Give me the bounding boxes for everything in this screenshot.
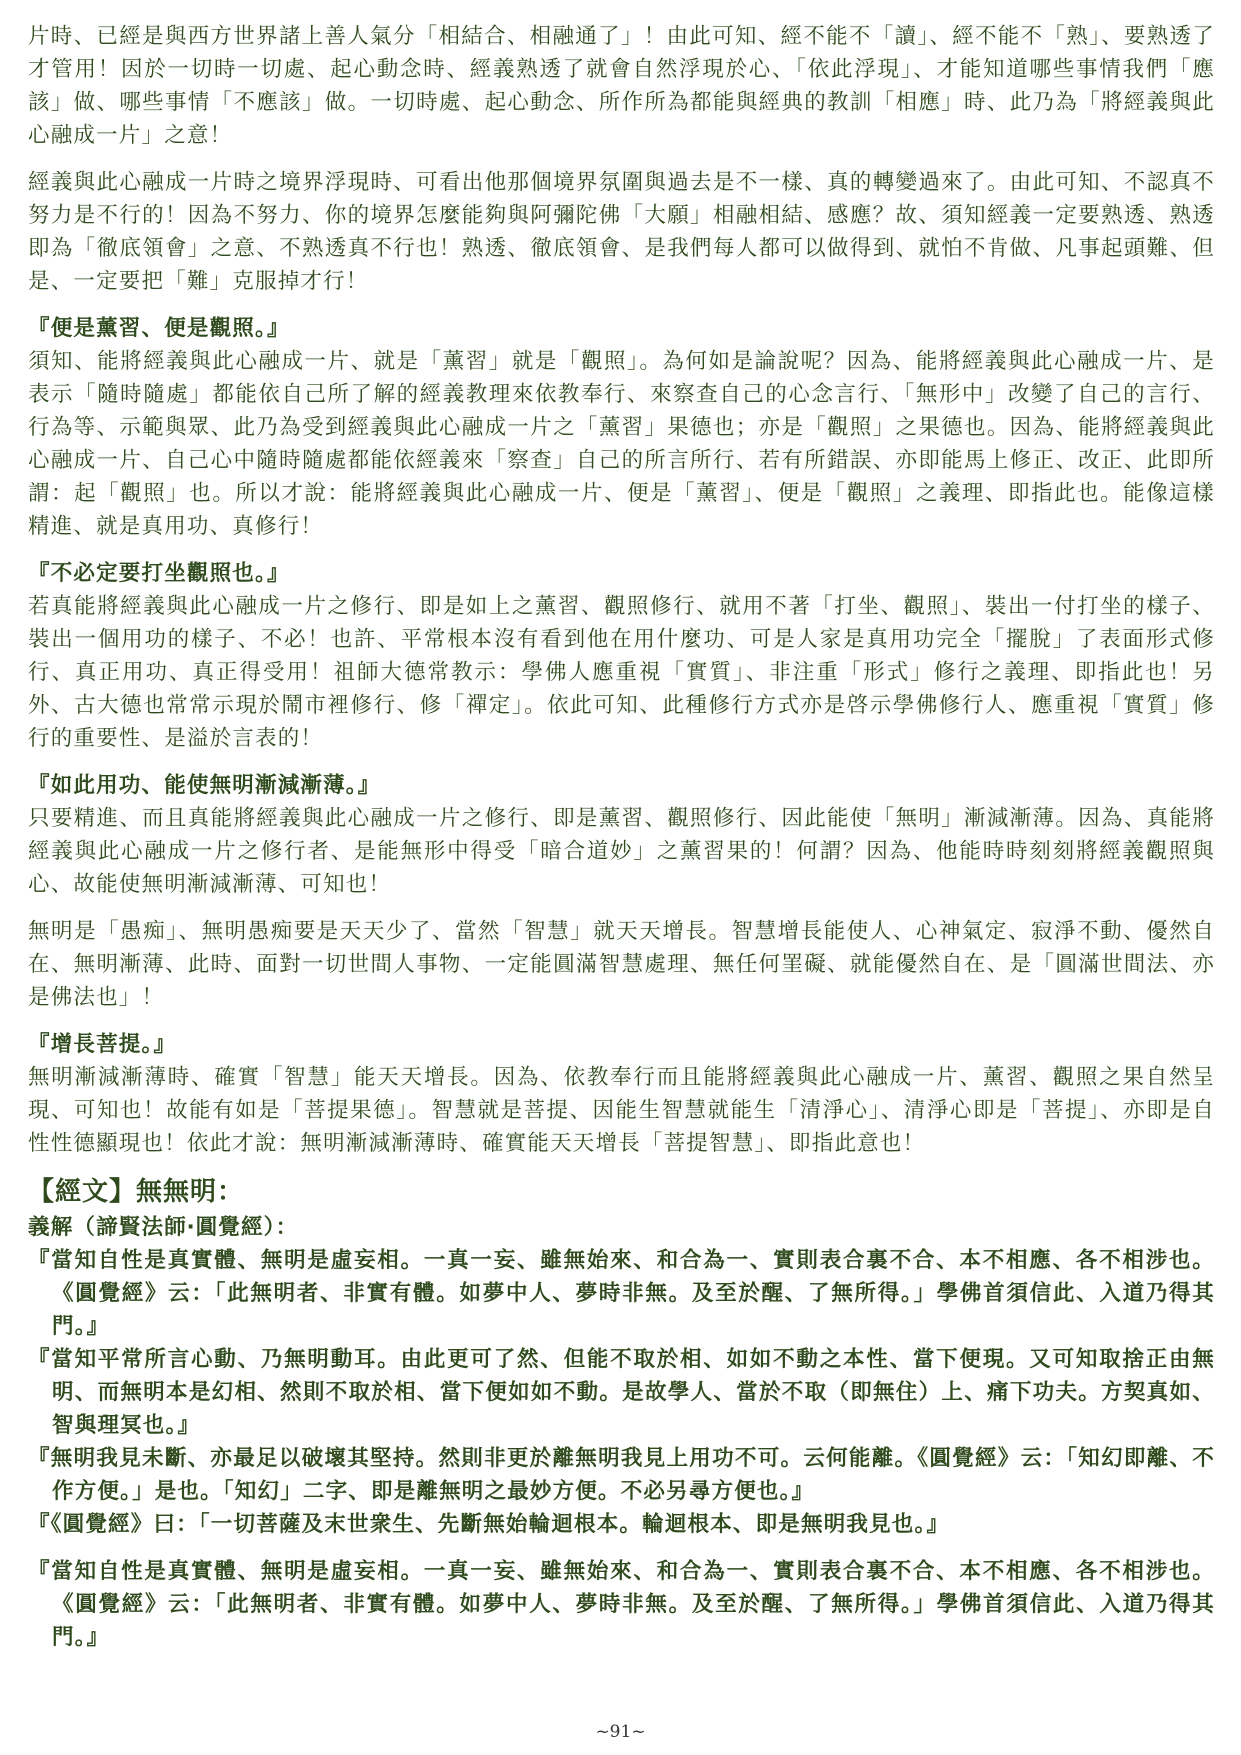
- scripture-quote-5: 『當知自性是真實體、無明是虛妄相。一真一妄、雖無始來、和合為一、實則表合裏不合、本不相應、各不相涉也。《圓覺經》云：「此無明者、非實有體。如夢中人、夢時非無。及至於醒、了無所得。」學佛首須信此、入道乃得其門。』: [28, 1559, 1215, 1650]
- heading-xunxi-guanzhao: 『便是薰習、便是觀照。』: [28, 316, 290, 341]
- scripture-title: 【經文】無無明：: [28, 1177, 245, 1207]
- paragraph-7: 無明漸減漸薄時、確實「智慧」能天天增長。因為、依教奉行而且能將經義與此心融成一片、薰習、觀照之果自然呈現、可知也！故能有如是「菩提果德」。智慧就是菩提、因能生智慧就能生「清淨心」、清淨心即是「菩提」、亦即是自性性德顯現也！依此才說：無明漸減漸薄時、確實能天天增長「菩提智慧」、即指此意也！: [28, 1065, 1215, 1156]
- paragraph-3: 須知、能將經義與此心融成一片、就是「薰習」就是「觀照」。為何如是論說呢？因為、能將經義與此心融成一片、是表示「隨時隨處」都能依自己所了解的經義教理來依教奉行、來察查自己的心念言行、「無形中」改變了自己的言行、行為等、示範與眾、此乃為受到經義與此心融成一片之「薰習」果德也；亦是「觀照」之果德也。因為、能將經義與此心融成一片、自己心中隨時隨處都能依經義來「察查」自己的所言所行、若有所錯誤、亦即能馬上修正、改正、此即所謂：起「觀照」也。所以才說：能將經義與此心融成一片、便是「薰習」、便是「觀照」之義理、即指此也。能像這樣精進、就是真用功、真修行！: [28, 349, 1215, 539]
- scripture-quote-4: 『《圓覺經》曰：「一切菩薩及末世衆生、先斷無始輪迴根本。輪迴根本、即是無明我見也。』: [28, 1512, 950, 1537]
- scripture-quote-2: 『當知平常所言心動、乃無明動耳。由此更可了然、但能不取於相、如如不動之本性、當下便現。又可知取捨正由無明、而無明本是幻相、然則不取於相、當下便如如不動。是故學人、當於不取（即無住）上、痛下功夫。方契真如、智與理冥也。』: [28, 1347, 1215, 1438]
- scripture-subtitle: 義解（諦賢法師‧圓覺經）：: [28, 1215, 299, 1240]
- heading-bodhi: 『增長菩提。』: [28, 1032, 177, 1057]
- heading-no-sitting: 『不必定要打坐觀照也。』: [28, 561, 290, 586]
- paragraph-2: 經義與此心融成一片時之境界浮現時、可看出他那個境界氛圍與過去是不一樣、真的轉變過來了。由此可知、不認真不努力是不行的！因為不努力、你的境界怎麼能夠與阿彌陀佛「大願」相融相結、感應？故、須知經義一定要熟透、熟透即為「徹底領會」之意、不熟透真不行也！熟透、徹底領會、是我們每人都可以做得到、就怕不肯做、凡事起頭難、但是、一定要把「難」克服掉才行！: [28, 170, 1215, 294]
- heading-reduce-ignorance: 『如此用功、能使無明漸減漸薄。』: [28, 773, 381, 798]
- paragraph-1: 片時、已經是與西方世界諸上善人氣分「相結合、相融通了」！由此可知、經不能不「讀」、經不能不「熟」、要熟透了才管用！因於一切時一切處、起心動念時、經義熟透了就會自然浮現於心、「依此浮現」、才能知道哪些事情我們「應該」做、哪些事情「不應該」做。一切時處、起心動念、所作所為都能與經典的教訓「相應」時、此乃為「將經義與此心融成一片」之意！: [28, 24, 1215, 148]
- scripture-quote-1: 『當知自性是真實體、無明是虛妄相。一真一妄、雖無始來、和合為一、實則表合裏不合、本不相應、各不相涉也。《圓覺經》云：「此無明者、非實有體。如夢中人、夢時非無。及至於醒、了無所得。」學佛首須信此、入道乃得其門。』: [28, 1248, 1215, 1339]
- page-number: ~91~: [595, 1722, 646, 1742]
- paragraph-6: 無明是「愚痴」、無明愚痴要是天天少了、當然「智慧」就天天增長。智慧增長能使人、心神氣定、寂淨不動、優然自在、無明漸薄、此時、面對一切世間人事物、一定能圓滿智慧處理、無任何罣礙、就能優然自在、是「圓滿世間法、亦是佛法也」！: [28, 919, 1215, 1010]
- document-page: [28, 20, 1215, 1654]
- paragraph-5: 只要精進、而且真能將經義與此心融成一片之修行、即是薰習、觀照修行、因此能使「無明」漸減漸薄。因為、真能將經義與此心融成一片之修行者、是能無形中得受「暗合道妙」之薰習果的！何謂？因為、他能時時刻刻將經義觀照與心、故能使無明漸減漸薄、可知也！: [28, 806, 1215, 897]
- scripture-quote-3: 『無明我見未斷、亦最足以破壞其堅持。然則非更於離無明我見上用功不可。云何能離。《圓覺經》云：「知幻即離、不作方便。」是也。「知幻」二字、即是離無明之最妙方便。不必另尋方便也。』: [28, 1446, 1215, 1504]
- paragraph-4: 若真能將經義與此心融成一片之修行、即是如上之薰習、觀照修行、就用不著「打坐、觀照」、裝出一付打坐的樣子、裝出一個用功的樣子、不必！也許、平常根本沒有看到他在用什麼功、可是人家是真用功完全「擺脫」了表面形式修行、真正用功、真正得受用！祖師大德常教示：學佛人應重視「實質」、非注重「形式」修行之義理、即指此也！另外、古大德也常常示現於鬧市裡修行、修「禪定」。依此可知、此種修行方式亦是啓示學佛修行人、應重視「實質」修行的重要性、是溢於言表的！: [28, 594, 1215, 751]
